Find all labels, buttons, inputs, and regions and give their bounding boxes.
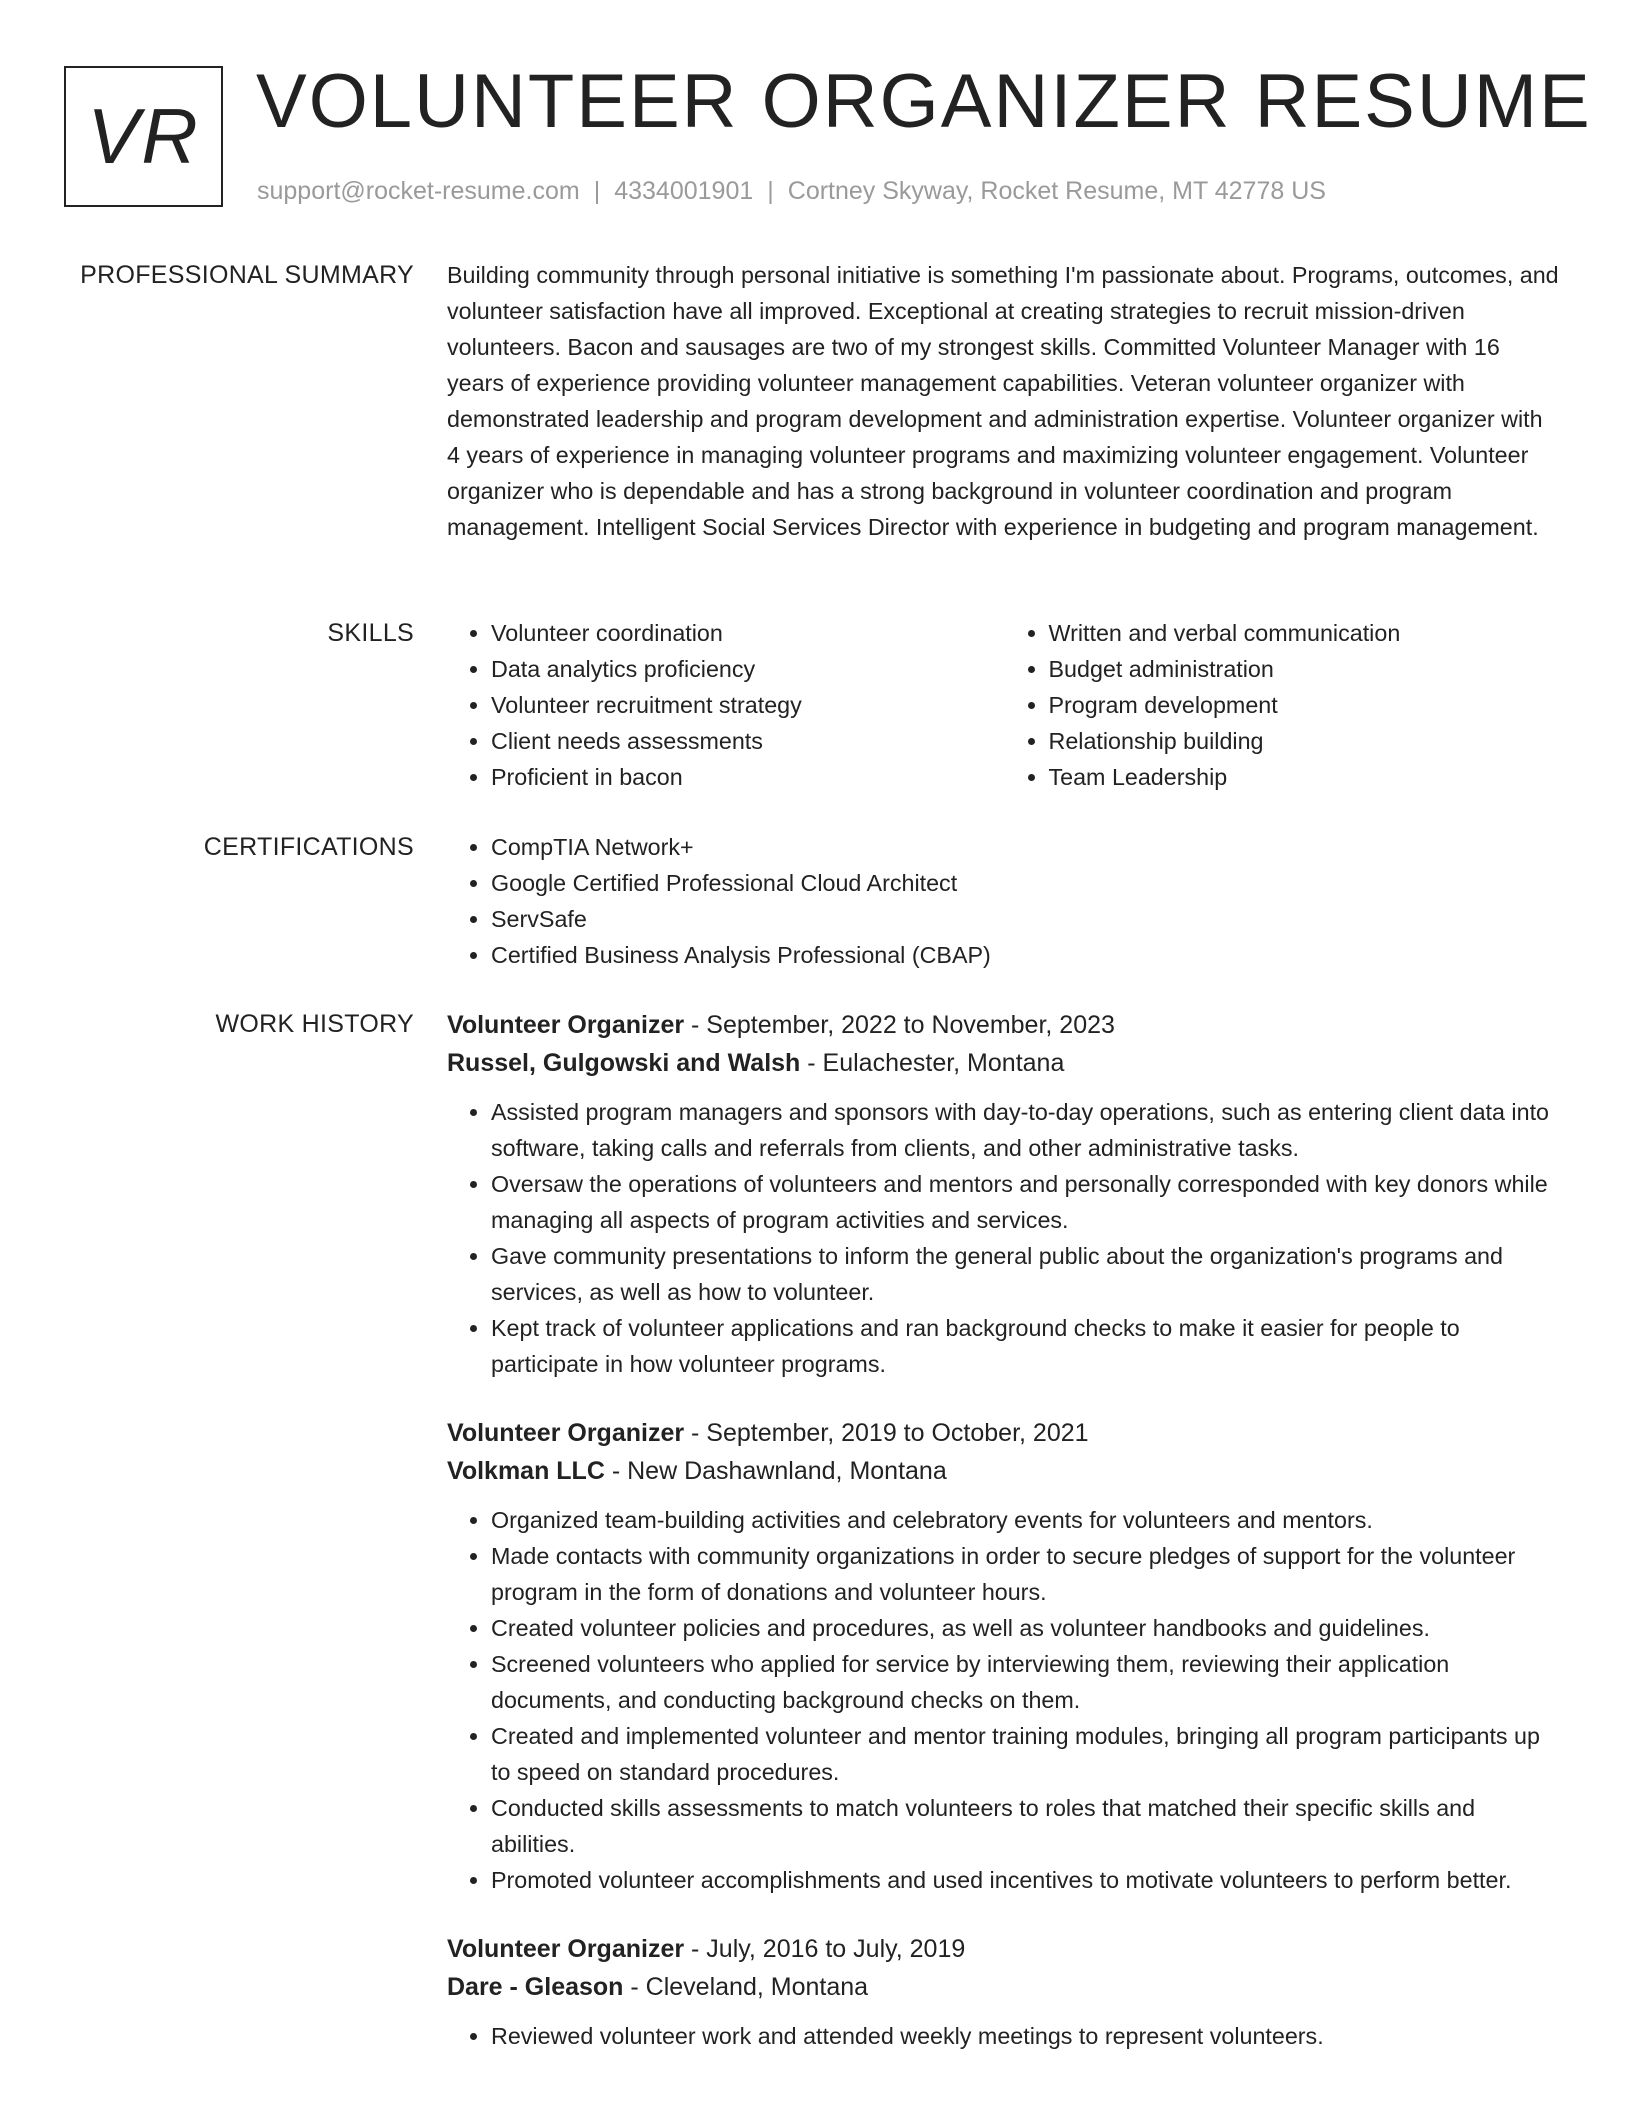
section-title: SKILLS xyxy=(327,619,414,647)
job-bullet: • Conducted skills assessments to match volunteers to roles that matched their specific skills and abilities. xyxy=(491,1790,1562,1862)
contact-email: support@rocket-resume.com xyxy=(257,177,580,205)
job-bullet: • Made contacts with community organizations in order to secure pledges of support for the volunteer program in the form of donations and volunteer hours. xyxy=(491,1538,1562,1610)
job-location: - New Dashawnland, Montana xyxy=(604,1457,947,1485)
job-dates: - September, 2019 to October, 2021 xyxy=(684,1419,1089,1447)
skill-item: • Team Leadership xyxy=(1049,759,1563,795)
certification-item: • Certified Business Analysis Professional (CBAP) xyxy=(491,937,1562,973)
job-role-line xyxy=(447,1414,1562,1452)
job-bullet: • Reviewed volunteer work and attended weekly meetings to represent volunteers. xyxy=(491,2018,1562,2054)
contact-separator: | xyxy=(593,177,601,205)
contact-phone: 4334001901 xyxy=(614,177,754,205)
skill-item: • Client needs assessments xyxy=(491,723,1005,759)
skill-item: • Proficient in bacon xyxy=(491,759,1005,795)
certifications-list xyxy=(447,829,1562,973)
job-bullet: • Oversaw the operations of volunteers and mentors and personally corresponded with key donors while managing all aspects of program activities and services. xyxy=(491,1166,1562,1238)
contact-separator: | xyxy=(767,177,774,205)
skill-item: • Volunteer coordination xyxy=(491,615,1005,651)
skill-item: • Written and verbal communication xyxy=(1049,615,1563,651)
job-company: Dare - Gleason xyxy=(447,1973,624,2001)
section-title: CERTIFICATIONS xyxy=(203,833,414,861)
job-role-line xyxy=(447,1930,1562,1968)
job-bullet: • Gave community presentations to inform the general public about the organization's programs and services, as well as how to volunteer. xyxy=(491,1238,1562,1310)
section-title: WORK HISTORY xyxy=(215,1010,414,1038)
job-bullet: • Assisted program managers and sponsors with day-to-day operations, such as entering client data into software, taking calls and referrals from clients, and other administrative tasks. xyxy=(491,1094,1562,1166)
job-dates: - September, 2022 to November, 2023 xyxy=(684,1011,1115,1039)
job-bullets xyxy=(447,2018,1562,2054)
skills-list-right xyxy=(1005,615,1563,795)
job-bullet: • Kept track of volunteer applications and ran background checks to make it easier for people to participate in how volunteer programs. xyxy=(491,1310,1562,1382)
job-entry xyxy=(447,1414,1562,1898)
job-dates: - July, 2016 to July, 2019 xyxy=(684,1935,966,1963)
job-role: Volunteer Organizer xyxy=(447,1935,685,1963)
skill-item: • Program development xyxy=(1049,687,1563,723)
job-entry xyxy=(447,1006,1562,1382)
job-bullets xyxy=(447,1094,1562,1382)
job-bullet: • Created volunteer policies and procedures, as well as volunteer handbooks and guidelines. xyxy=(491,1610,1562,1646)
job-role: Volunteer Organizer xyxy=(447,1419,685,1447)
job-bullet: • Organized team-building activities and celebratory events for volunteers and mentors. xyxy=(491,1502,1562,1538)
contact-line xyxy=(257,174,1326,208)
skills-list-left xyxy=(447,615,1005,795)
job-company-line xyxy=(447,1968,1562,2006)
job-role: Volunteer Organizer xyxy=(447,1011,685,1039)
job-company: Russel, Gulgowski and Walsh xyxy=(447,1049,801,1077)
monogram-initials: VR xyxy=(87,92,200,180)
skill-item: • Data analytics proficiency xyxy=(491,651,1005,687)
certification-item: • ServSafe xyxy=(491,901,1562,937)
job-location: - Cleveland, Montana xyxy=(623,1973,869,2001)
job-location: - Eulachester, Montana xyxy=(800,1049,1065,1077)
job-company-line xyxy=(447,1044,1562,1082)
skill-item: • Relationship building xyxy=(1049,723,1563,759)
job-company-line xyxy=(447,1452,1562,1490)
certification-item: • Google Certified Professional Cloud Architect xyxy=(491,865,1562,901)
job-company: Volkman LLC xyxy=(447,1457,605,1485)
job-entry xyxy=(447,1930,1562,2054)
job-bullets xyxy=(447,1502,1562,1898)
skill-item: • Volunteer recruitment strategy xyxy=(491,687,1005,723)
job-bullet: • Promoted volunteer accomplishments and used incentives to motivate volunteers to perform better. xyxy=(491,1862,1562,1898)
monogram-logo xyxy=(64,66,223,207)
resume-title: VOLUNTEER ORGANIZER RESUME xyxy=(256,59,1592,144)
job-bullet: • Created and implemented volunteer and mentor training modules, bringing all program participants up to speed on standard procedures. xyxy=(491,1718,1562,1790)
certification-item: • CompTIA Network+ xyxy=(491,829,1562,865)
summary-text: Building community through personal initiative is something I'm passionate about. Programs, outcomes, and volunteer satisfaction have all improved. Exceptional at creating strategies to recruit mission-driven volunteers. Bacon and sausages are two of my strongest skills. Committed Volunteer Manager with 16 years of experience providing volunteer management capabilities. Veteran volunteer organizer with demonstrated leadership and program development and administration expertise. Volunteer organizer with 4 years of experience in managing volunteer programs and maximizing volunteer engagement. Volunteer organizer who is dependable and has a strong background in volunteer coordination and program management. Intelligent Social Services Director with experience in budgeting and program management. xyxy=(447,262,1559,540)
job-role-line xyxy=(447,1006,1562,1044)
section-title: PROFESSIONAL SUMMARY xyxy=(80,261,414,289)
skill-item: • Budget administration xyxy=(1049,651,1563,687)
job-bullet: • Screened volunteers who applied for service by interviewing them, reviewing their application documents, and conducting background checks on them. xyxy=(491,1646,1562,1718)
contact-address: Cortney Skyway, Rocket Resume, MT 42778 US xyxy=(787,177,1326,205)
